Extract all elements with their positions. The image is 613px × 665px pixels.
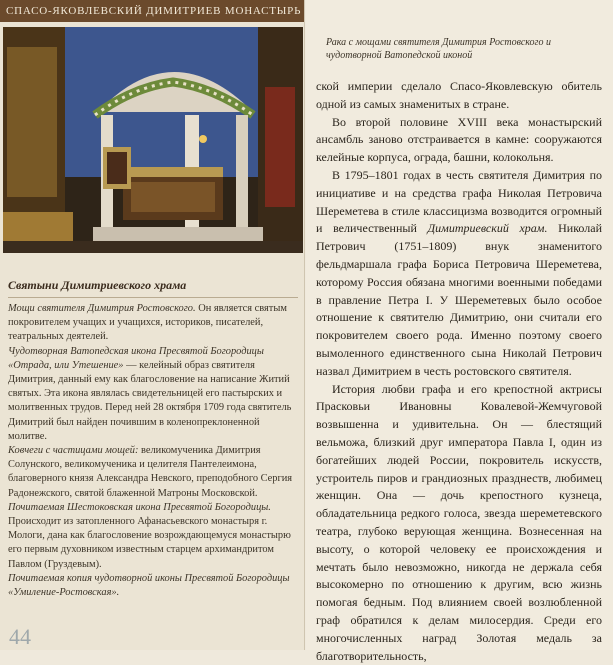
page-number: 44 <box>9 624 31 649</box>
running-header: СПАСО-ЯКОВЛЕВСКИЙ ДИМИТРИЕВ МОНАСТЫРЬ <box>0 0 304 22</box>
gilded-panel <box>7 47 57 197</box>
column-right <box>236 115 248 240</box>
icon-image <box>107 152 127 184</box>
sidebar-item-relics <box>8 303 287 342</box>
sidebar-item-head: Чудотворная Ватопедская икона Пресвятой Богородицы «Отрада, или Утешение» <box>8 345 264 371</box>
sidebar-item-shestokov-icon <box>8 502 291 570</box>
sidebar-item-umilenie-icon <box>8 573 290 598</box>
sidebar-item-text: Происходит из затопленного Афанасьевского монастыря г. Мологи, дана как благословение возрождающемуся монастырю его первым духовником известным старцем архимандритом Павлом (Груздевым). <box>8 516 291 570</box>
paragraph: ской империи сделало Спасо-Яковлевскую обитель одной из самых знаменитых в стране. <box>316 79 602 111</box>
sidebar-item-text: Он является святым покровителем учащих и учащихся, историков, писателей, театральных деятелей. <box>8 303 287 343</box>
shrine-illustration <box>3 27 303 253</box>
church-name-emphasis: Димитриевский храм. <box>427 221 548 236</box>
paragraph-text: Николай Петрович (1751–1809) внук знаменитого фельдмаршала графа Бориса Петровича Шереметева, которому Россия обязана многими военными победами в правление Петра I. У Шереметевых было особое отношение к святителю Димитрию, они считали его покровителем своего рода. Именно поэтому своего вымоленного единственного сына Николай Петрович назвал Димитрием в честь ростовского святителя. <box>316 221 603 378</box>
paragraph <box>316 167 602 381</box>
shrine-photo <box>3 27 303 253</box>
right-page <box>306 0 613 663</box>
sidebar-shrines <box>8 278 298 600</box>
sidebar-item-text: великомученика Димитрия Солунского, великомученика и целителя Пантелеимона, благоверного князя Александра Невского, преподобного Сергия Радонежского, святой блаженной Матроны Московской. <box>8 445 293 499</box>
lamp <box>199 135 207 143</box>
paragraph: История любви графа и его крепостной актрисы Прасковьи Ивановны Ковалевой-Жемчуговой возвышенна и удивительна. Он — блестящий вельможа, близкий друг императора Павла I, один из богатейших людей России, покровитель искусств, устроитель пиров и грандиозных празднеств, любимец женщин. Она — дочь крепостного кузнеца, обладательница редкого голоса, звезда шереметевского театра, глубоко верующая женщина. Вознесенная на высоту, о которой человеку ее происхождения и мечтать было невозможно, никогда не держала себя высокомерно по отношению к другим, всю жизнь помогая бедным. Под влиянием своей возлюбленной граф обратился к делам милосердия. Среди его многочисленных наград Золотая медаль за благотворительность, <box>316 381 602 663</box>
sidebar-title: Святыни Димитриевского храма <box>8 278 298 298</box>
sidebar-item-vatopedi-icon <box>8 346 291 442</box>
photo-caption: Рака с мощами святителя Димитрия Ростовского и чудотворной Ватопедской иконой <box>326 37 551 61</box>
paragraph-text: В 1795–1801 годах в честь святителя Димитрия по инициативе и на средства графа Николая Петровича Шереметева в стиле классицизма возводится огромный и величественный <box>316 167 602 236</box>
sidebar-item-head: Почитаемая Шестоковская икона Пресвятой Богородицы. <box>8 501 271 513</box>
floor <box>3 241 303 253</box>
reliquary-top <box>123 167 223 177</box>
sidebar-list <box>8 302 298 600</box>
red-curtain <box>265 87 295 207</box>
paragraph: Во второй половине XVIII века монастырский ансамбль заново отстраивается в камне: сооружаются келейные корпуса, ограда, башни, колокольня. <box>316 114 602 165</box>
left-page <box>0 0 305 650</box>
sidebar-item-head: Ковчеги с частицами мощей: <box>8 445 139 457</box>
sidebar-item-head: Мощи святителя Димитрия Ростовского. <box>8 303 196 314</box>
sidebar-item-head: Почитаемая копия чудотворной иконы Пресвятой Богородицы «Умиление-Ростовская». <box>8 572 290 599</box>
reliquary-front <box>131 182 215 212</box>
main-text <box>316 78 602 665</box>
sidebar-item-text: — келейный образ святителя Димитрия, данный ему как благословение на написание Житий святых. Эта икона являлась свидетельницей его пастырских и молитвенных трудов. Перед ней 28 октября 1709 года святитель Димитрий был найден почившим в коленопреклоненной молитве. <box>8 359 292 442</box>
sidebar-item-reliquaries <box>8 445 292 499</box>
